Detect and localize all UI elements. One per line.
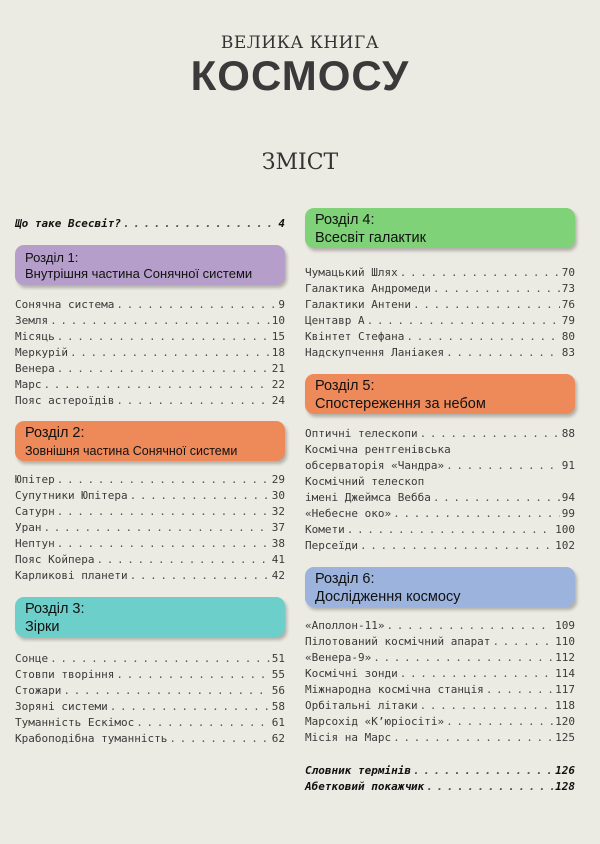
toc-entry[interactable]: Супутники Юпітера . . . 30 — [15, 488, 285, 504]
toc-entry[interactable]: Меркурій . . . 18 — [15, 345, 285, 361]
section-name: Спостереження за небом — [315, 396, 486, 412]
section-number: Розділ 2: — [25, 425, 85, 441]
toc-entry[interactable]: Стовпи творіння . . . 55 — [15, 667, 285, 683]
toc-entry[interactable]: Венера . . . 21 — [15, 361, 285, 377]
section-header-3[interactable] — [15, 597, 285, 637]
section-header-4[interactable] — [305, 208, 575, 248]
toc-entry[interactable]: Орбітальні літаки . . . 118 — [305, 698, 575, 714]
toc-entry[interactable]: Центавр А . . . 79 — [305, 313, 575, 329]
toc-entry[interactable]: Персеїди . . . 102 — [305, 538, 575, 554]
toc-entry[interactable]: Пояс Койпера . . . 41 — [15, 552, 285, 568]
toc-entry[interactable]: Марсохід «К’юріосіті» . . . 120 — [305, 714, 575, 730]
section-header-2[interactable] — [15, 421, 285, 461]
section-header-1[interactable] — [15, 245, 285, 285]
section-name: Дослідження космосу — [315, 589, 461, 605]
toc-entry[interactable]: обсерваторія «Чандра» . . . 91 — [305, 458, 575, 474]
toc-entry[interactable]: імені Джеймса Вебба . . . 94 — [305, 490, 575, 506]
section-number: Розділ 1: — [25, 250, 79, 265]
toc-entry[interactable]: Пояс астероїдів . . . 24 — [15, 393, 285, 409]
toc-entry[interactable]: Сонячна система . . . 9 — [15, 297, 285, 313]
toc-entry[interactable]: Квінтет Стефана . . . 80 — [305, 329, 575, 345]
toc-entry[interactable]: Космічний телескоп — [305, 475, 425, 488]
toc-entry-glossary[interactable]: Словник термінів . . . 126 — [305, 763, 575, 779]
toc-entry[interactable]: Місяць . . . 15 — [15, 329, 285, 345]
toc-entry[interactable]: Карликові планети . . . 42 — [15, 568, 285, 584]
section-number: Розділ 5: — [315, 378, 375, 394]
section-number: Розділ 4: — [315, 212, 375, 228]
toc-entry[interactable]: «Аполлон-11» . . . 109 — [305, 618, 575, 634]
toc-entry[interactable]: Космічна рентгенівська — [305, 443, 451, 456]
toc-entry[interactable]: Уран . . . 37 — [15, 520, 285, 536]
toc-entry[interactable]: Крабоподібна туманність . . . 62 — [15, 731, 285, 747]
toc-entry[interactable]: Сонце . . . 51 — [15, 651, 285, 667]
toc-entry[interactable]: Галактики Антени . . . 76 — [305, 297, 575, 313]
toc-entry[interactable]: Зоряні системи . . . 58 — [15, 699, 285, 715]
section-header-5[interactable] — [305, 374, 575, 414]
toc-entry[interactable]: Юпітер . . . 29 — [15, 472, 285, 488]
toc-entry[interactable]: Нептун . . . 38 — [15, 536, 285, 552]
contents-heading: ЗМІСТ — [261, 150, 339, 175]
toc-entry[interactable]: Чумацький Шлях . . . 70 — [305, 265, 575, 281]
toc-entry-index[interactable]: Абетковий покажчик . . . 128 — [305, 779, 575, 795]
section-name: Зірки — [25, 619, 60, 635]
toc-entry[interactable]: «Венера-9» . . . 112 — [305, 650, 575, 666]
toc-entry-intro[interactable]: Що таке Всесвіт? . . . 4 — [15, 216, 285, 232]
book-subtitle: ВЕЛИКА КНИГА — [220, 33, 380, 53]
toc-entry[interactable]: Туманність Ескімос . . . 61 — [15, 715, 285, 731]
toc-entry[interactable]: Місія на Марс . . . 125 — [305, 730, 575, 746]
toc-entry[interactable]: Космічні зонди . . . 114 — [305, 666, 575, 682]
section-number: Розділ 3: — [25, 601, 85, 617]
section-name: Внутрішня частина Сонячної системи — [25, 266, 253, 281]
section-name: Всесвіт галактик — [315, 230, 426, 246]
toc-entry[interactable]: Земля . . . 10 — [15, 313, 285, 329]
toc-entry[interactable]: Оптичні телескопи . . . 88 — [305, 426, 575, 442]
toc-entry[interactable]: Пілотований космічний апарат . . . 110 — [305, 634, 575, 650]
toc-entry[interactable]: «Небесне око» . . . 99 — [305, 506, 575, 522]
section-header-6[interactable] — [305, 567, 575, 607]
book-title: КОСМОСУ — [190, 52, 410, 99]
toc-entry[interactable]: Стожари . . . 56 — [15, 683, 285, 699]
toc-entry[interactable]: Сатурн . . . 32 — [15, 504, 285, 520]
section-name: Зовнішня частина Сонячної системи — [25, 444, 238, 458]
toc-entry[interactable]: Надскупчення Ланіакея . . . 83 — [305, 345, 575, 361]
section-number: Розділ 6: — [315, 571, 375, 587]
toc-entry[interactable]: Марс . . . 22 — [15, 377, 285, 393]
toc-entry[interactable]: Галактика Андромеди . . . 73 — [305, 281, 575, 297]
toc-entry[interactable]: Комети . . . 100 — [305, 522, 575, 538]
toc-entry[interactable]: Міжнародна космічна станція . . . 117 — [305, 682, 575, 698]
